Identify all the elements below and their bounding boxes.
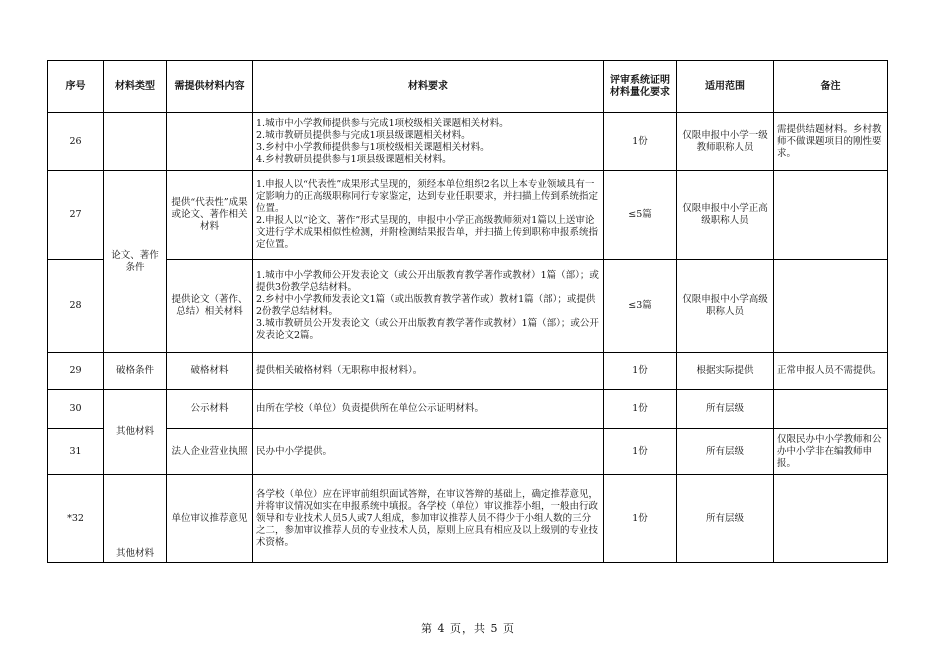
requirement-line: 由所在学校（单位）负责提供所在单位公示证明材料。 xyxy=(256,403,485,414)
cell-type: 其他材料 xyxy=(104,475,167,563)
cell-seq: 28 xyxy=(48,260,104,353)
requirement-line: 提供相关破格材料（无职称申报材料）。 xyxy=(256,365,423,376)
cell-content: 提供“代表性”成果或论文、著作相关材料 xyxy=(167,171,253,260)
requirement-line: 1.申报人以“代表性”成果形式呈现的，须经本单位组织2名以上本专业领域具有一定影响力的正高级职称同行专家鉴定，达到专业任职要求，并扫描上传到系统指定位置。 xyxy=(256,179,599,214)
cell-type-merged: 其他材料 xyxy=(104,390,167,475)
header-scope: 适用范围 xyxy=(677,61,774,113)
cell-quantity: 1份 xyxy=(604,475,677,563)
cell-seq: *32 xyxy=(48,475,104,563)
cell-seq: 31 xyxy=(48,429,104,475)
cell-seq: 29 xyxy=(48,353,104,390)
cell-quantity: 1份 xyxy=(604,353,677,390)
header-content: 需提供材料内容 xyxy=(167,61,253,113)
table-row xyxy=(48,260,888,353)
cell-content xyxy=(167,113,253,171)
header-row xyxy=(48,61,888,113)
cell-type: 破格条件 xyxy=(104,353,167,390)
cell-quantity: 1份 xyxy=(604,390,677,429)
cell-scope: 所有层级 xyxy=(677,390,774,429)
cell-content: 法人企业营业执照 xyxy=(167,429,253,475)
requirement-line: 2.申报人以“论文、著作”形式呈现的，申报中小学正高级教师须对1篇以上送审论文进行学术成果相似性检测，并附检测结果报告单，并扫描上传到职称申报系统指定位置。 xyxy=(256,215,599,250)
cell-notes xyxy=(774,260,888,353)
requirement-line: 各学校（单位）应在评审前组织面试答辩，在审议答辩的基础上，确定推荐意见，并将审议情况如实在申报系统中填报。各学校（单位）审议推荐小组，一般由行政领导和专业技术人员5人或7人组成，参加审议推荐人员不得少于小组人数的三分之二，参加审议推荐人员的专业技术人员，原则上应具有相应及以上级别的专业技术资格。 xyxy=(256,488,599,548)
header-type: 材料类型 xyxy=(104,61,167,113)
cell-content: 公示材料 xyxy=(167,390,253,429)
cell-scope: 所有层级 xyxy=(677,475,774,563)
requirement-line: 1.城市中小学教师提供参与完成1项校级相关课题相关材料。 xyxy=(256,117,509,129)
cell-type xyxy=(104,113,167,171)
cell-seq: 30 xyxy=(48,390,104,429)
cell-content: 提供论文（著作、总结）相关材料 xyxy=(167,260,253,353)
page-footer: 第 4 页，共 5 页 xyxy=(421,622,515,635)
header-seq: 序号 xyxy=(48,61,104,113)
requirement-line: 4.乡村教研员提供参与1项县级课题相关材料。 xyxy=(256,153,452,165)
cell-scope: 仅限申报中小学正高级职称人员 xyxy=(677,171,774,260)
table-row xyxy=(48,353,888,390)
cell-scope: 所有层级 xyxy=(677,429,774,475)
cell-seq: 27 xyxy=(48,171,104,260)
table-row xyxy=(48,390,888,429)
cell-requirement xyxy=(253,113,604,171)
requirement-line: 2.乡村中小学教师发表论文1篇（或出版教育教学著作或）教材1篇（部）；或提供2份教学总结材料。 xyxy=(256,294,596,317)
requirement-line: 2.城市教研员提供参与完成1项县级课题相关材料。 xyxy=(256,129,471,141)
materials-table xyxy=(47,60,888,563)
table-row xyxy=(48,171,888,260)
cell-scope: 仅限申报中小学高级职称人员 xyxy=(677,260,774,353)
cell-requirement xyxy=(253,475,604,563)
cell-scope: 仅限申报中小学一级教师职称人员 xyxy=(677,113,774,171)
requirement-line: 民办中小学提供。 xyxy=(256,445,333,457)
cell-quantity: 1份 xyxy=(604,113,677,171)
table-row xyxy=(48,475,888,563)
cell-quantity: 1份 xyxy=(604,429,677,475)
cell-type-merged: 论文、著作条件 xyxy=(104,171,167,353)
header-requirement: 材料要求 xyxy=(253,61,604,113)
cell-notes xyxy=(774,475,888,563)
cell-requirement xyxy=(253,390,604,429)
cell-content: 单位审议推荐意见 xyxy=(167,475,253,563)
requirement-line: 3.乡村中小学教师提供参与1项校级相关课题相关材料。 xyxy=(256,141,490,153)
cell-requirement xyxy=(253,353,604,390)
table-row xyxy=(48,429,888,475)
cell-notes: 需提供结题材料。乡村教师不做课题项目的刚性要求。 xyxy=(774,113,888,171)
cell-requirement xyxy=(253,429,604,475)
cell-notes: 仅限民办中小学教师和公办中小学非在编教师申报。 xyxy=(774,429,888,475)
cell-notes xyxy=(774,390,888,429)
cell-seq: 26 xyxy=(48,113,104,171)
requirement-line: 3.城市教研员公开发表论文（或公开出版教育教学著作或教材）1篇（部）；或公开发表论文2篇。 xyxy=(256,318,599,341)
cell-requirement xyxy=(253,171,604,260)
cell-requirement xyxy=(253,260,604,353)
header-notes: 备注 xyxy=(774,61,888,113)
cell-content: 破格材料 xyxy=(167,353,253,390)
table-row xyxy=(48,113,888,171)
header-quantity: 评审系统证明材料量化要求 xyxy=(604,61,677,113)
cell-quantity: ≤5篇 xyxy=(604,171,677,260)
cell-notes: 正常申报人员不需提供。 xyxy=(774,353,888,390)
cell-quantity: ≤3篇 xyxy=(604,260,677,353)
requirement-line: 1.城市中小学教师公开发表论文（或公开出版教育教学著作或教材）1篇（部）；或提供3份教学总结材料。 xyxy=(256,270,599,293)
cell-scope: 根据实际提供 xyxy=(677,353,774,390)
cell-notes xyxy=(774,171,888,260)
